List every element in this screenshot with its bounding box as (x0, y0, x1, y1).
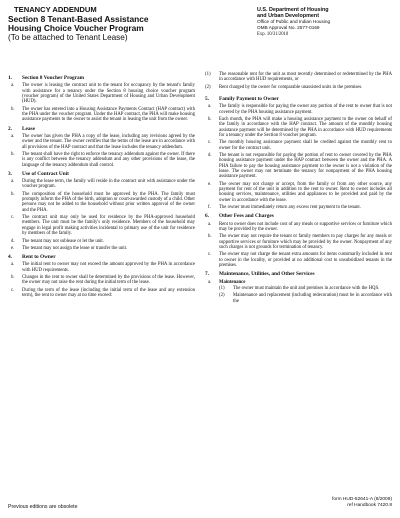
sub-clause-number: (1) (219, 285, 225, 291)
section-heading (8, 75, 195, 81)
omb-approval: OMB Approval No. 2577-0169 (257, 25, 320, 30)
office-name: Office of Public and Indian Housing (257, 19, 331, 25)
section-number: 1. (8, 75, 12, 81)
form-id-block (310, 497, 392, 508)
clause (205, 140, 392, 151)
clause (8, 239, 195, 244)
clause-letter: c. (208, 252, 212, 258)
clause-text: The tenant may not assign the lease or transfer the unit. (22, 245, 128, 251)
agency-name-line2: and Urban Development (257, 13, 320, 20)
clause (8, 262, 195, 273)
section-title: Other Fees and Charges (219, 213, 274, 220)
sub-clause (205, 85, 392, 90)
clause-text: During the lease term, the family will reside in the contract unit with assistance under the voucher program. (22, 179, 195, 190)
clause (8, 192, 195, 213)
clause-text: The tenant shall have the right to enforce the tenancy addendum against the owner. If there is any conflict between the tenancy addendum and any other provisions of the lease, the language of the tenancy addendum shall control. (22, 151, 195, 168)
clause-text: The contract unit may only be used for residence by the PHA-approved household members. The unit must be the family's only residence. Members of the household may engage in legal profit making activities incidental to primary use of the unit for residence by members of the family. (22, 215, 195, 237)
sub-clause-text: The owner must maintain the unit and premises in accordance with the HQS. (233, 285, 380, 291)
clause (8, 152, 195, 168)
section-heading (8, 126, 195, 132)
clause (8, 288, 195, 299)
clause (205, 182, 392, 203)
clause (205, 222, 392, 233)
clause-text: The family is responsible for paying the owner any portion of the rent to owner that is not covered by the PHA housing assistance payment. (219, 104, 392, 115)
clause (8, 107, 195, 123)
expiration-date: Exp. 10/31/2010 (257, 31, 289, 37)
clause (205, 280, 392, 285)
clause-letter: a. (11, 179, 15, 185)
section-heading (205, 213, 392, 219)
obsolete-notice: Previous editions are obsolete (8, 504, 78, 510)
section-number: 6. (205, 213, 209, 220)
clause-text: The tenant is not responsible for paying the portion of rent to owner covered by the PHA housing assistance payment under the HAP contract between the owner and the PHA. A PHA failure to pay the housing assistance payment to the owner is not a violation of the lease. The owner may not terminate the tenancy for nonpayment of the PHA housing assistance payment. (219, 152, 392, 180)
program-name: Housing Choice Voucher Program (8, 23, 144, 33)
clause-text: Maintenance (219, 279, 246, 285)
right-column (205, 72, 392, 306)
section-title: Use of Contract Unit (22, 170, 69, 177)
clause-letter: d. (11, 238, 15, 244)
clause-text: The owner may not charge or accept, from the family or from any other source, any payment for rent of the unit in addition to the rent to owner. Rent to owner includes all housing services, maintenance, utilities and appliances to be provided and paid by the owner in accordance with the lease. (219, 181, 392, 203)
clause-letter: e. (208, 181, 212, 187)
clause (205, 153, 392, 180)
document-title-block (8, 6, 228, 43)
clause (8, 134, 195, 150)
section-heading (8, 254, 195, 260)
section-title: Family Payment to Owner (219, 96, 279, 103)
clause-letter: b. (208, 234, 212, 240)
clause-letter: b. (11, 106, 15, 112)
clause-text: During the term of the lease (including the initial term of the lease and any extension term), the rent to owner may at no time exceed: (22, 287, 195, 299)
attachment-note: (To be attached to Tenant Lease) (8, 33, 128, 43)
clause (8, 246, 195, 251)
section-number: 2. (8, 125, 12, 132)
handbook-ref: ref Handbook 7420.8 (347, 502, 392, 508)
clause-text: The owner is leasing the contract unit to the tenant for occupancy by the tenant's family with assistance for a tenancy under the Section 8 housing choice voucher program (voucher program) of the United States Department of Housing and Urban Development (HUD). (22, 83, 195, 105)
sub-clause-text: Maintenance and replacement (including redecoration) must be in accordance with the (233, 293, 392, 304)
clause-text: The owner may not charge the tenant extra amounts for items customarily included in rent to owner in the locality, or provided at no additional cost to unsubsidized tenants in the premises. (219, 252, 392, 269)
clause-text: The tenant may not sublease or let the unit. (22, 238, 104, 244)
clause-letter: c. (11, 215, 15, 221)
clause-text: The owner must immediately return any excess rent payment to the tenant. (219, 205, 361, 211)
clause-text: Each month, the PHA will make a housing assistance payment to the owner on behalf of the family in accordance with the HAP contract. The amount of the monthly housing assistance payment will be determined by the PHA in accordance with HUD requirements for a tenancy under the Section 8 voucher program. (219, 116, 392, 138)
clause-letter: e. (11, 245, 15, 251)
clause-letter: a. (11, 262, 15, 268)
clause-text: Changes in the rent to owner shall be determined by the provisions of the lease. However, the owner may not raise the rent during the initial term of the lease. (22, 275, 195, 286)
clause (205, 252, 392, 268)
clause (205, 104, 392, 115)
clause-letter: a. (208, 221, 212, 227)
clause-letter: a. (208, 279, 212, 285)
section-number: 5. (205, 96, 209, 103)
sub-clause (205, 293, 392, 304)
section-heading (205, 96, 392, 102)
section-heading (205, 271, 392, 277)
clause (205, 234, 392, 250)
agency-name-line1: U.S. Department of Housing (257, 7, 329, 13)
clause (8, 83, 195, 104)
left-column (8, 72, 195, 300)
clause-letter: b. (11, 191, 15, 197)
document-subtitle: Section 8 Tenant-Based Assistance (8, 13, 149, 24)
document-title: TENANCY ADDENDUM (14, 5, 97, 14)
section-title: Maintenance, Utilities, and Other Services (219, 271, 315, 278)
clause-letter: a. (11, 83, 15, 89)
clause-text: The owner may not require the tenant or family members to pay charges for any meals or supportive services or furniture which may be provided by the owner. Nonpayment of any such charges is not grounds for termination of tenancy. (219, 234, 392, 250)
section-title: Rent to Owner (22, 254, 56, 261)
clause-text: The owner has entered into a Housing Assistance Payments Contract (HAP contract) with the PHA under the voucher program. Under the HAP contract, the PHA will make housing assistance payments to the owner to assist the tenant in leasing the unit from the owner. (22, 106, 195, 123)
clause-letter: f. (208, 205, 211, 211)
clause-letter: b. (11, 151, 15, 157)
clause (8, 275, 195, 286)
agency-block (257, 7, 397, 37)
clause-text: The monthly housing assistance payment shall be credited against the monthly rent to owner for the contract unit. (219, 140, 392, 151)
sub-clause-number: (2) (205, 84, 211, 90)
sub-clause-text: Rent charged by the owner for comparable unassisted units in the premises. (219, 84, 363, 90)
clause (8, 179, 195, 190)
clause (8, 215, 195, 236)
sub-clause-number: (1) (205, 72, 211, 77)
sub-clause (205, 286, 392, 291)
sub-clause-number: (2) (219, 293, 225, 299)
section-title: Section 8 Voucher Program (22, 75, 85, 81)
section-number: 4. (8, 254, 12, 261)
clause-text: The initial rent to owner may not exceed the amount approved by the PHA in accordance with HUD requirements. (22, 262, 195, 273)
clause-text: Rent to owner does not include cost of any meals or supportive services or furniture which may be provided by the owner. (219, 221, 392, 232)
clause (205, 205, 392, 210)
clause-letter: d. (208, 152, 212, 158)
clause-letter: c. (208, 140, 212, 146)
section-number: 7. (205, 271, 209, 278)
clause-letter: a. (11, 133, 15, 139)
clause-text: The owner has given the PHA a copy of the lease, including any revisions agreed by the owner and the tenant. The owner certifies that the terms of the lease are in accordance with all provisions of the HAP contract and that the lease includes the tenancy addendum. (22, 133, 195, 150)
form-number: form HUD-52641-A (8/2009) (332, 497, 392, 502)
clause-text: The composition of the household must be approved by the PHA. The family must promptly inform the PHA of the birth, adoption or court-awarded custody of a child. Other persons may not be added to the household without prior written approval of the owner and the PHA. (22, 191, 195, 213)
clause-letter: a. (208, 104, 212, 110)
section-heading (8, 171, 195, 177)
clause (205, 117, 392, 138)
sub-clause-text: The reasonable rent for the unit as most recently determined or redetermined by the PHA in accordance with HUD requirements, or (219, 72, 392, 83)
clause-letter: b. (11, 275, 15, 281)
clause-letter: c. (11, 287, 15, 293)
sub-clause (205, 72, 392, 83)
clause-letter: b. (208, 116, 212, 122)
section-number: 3. (8, 170, 12, 177)
section-title: Lease (22, 125, 35, 132)
